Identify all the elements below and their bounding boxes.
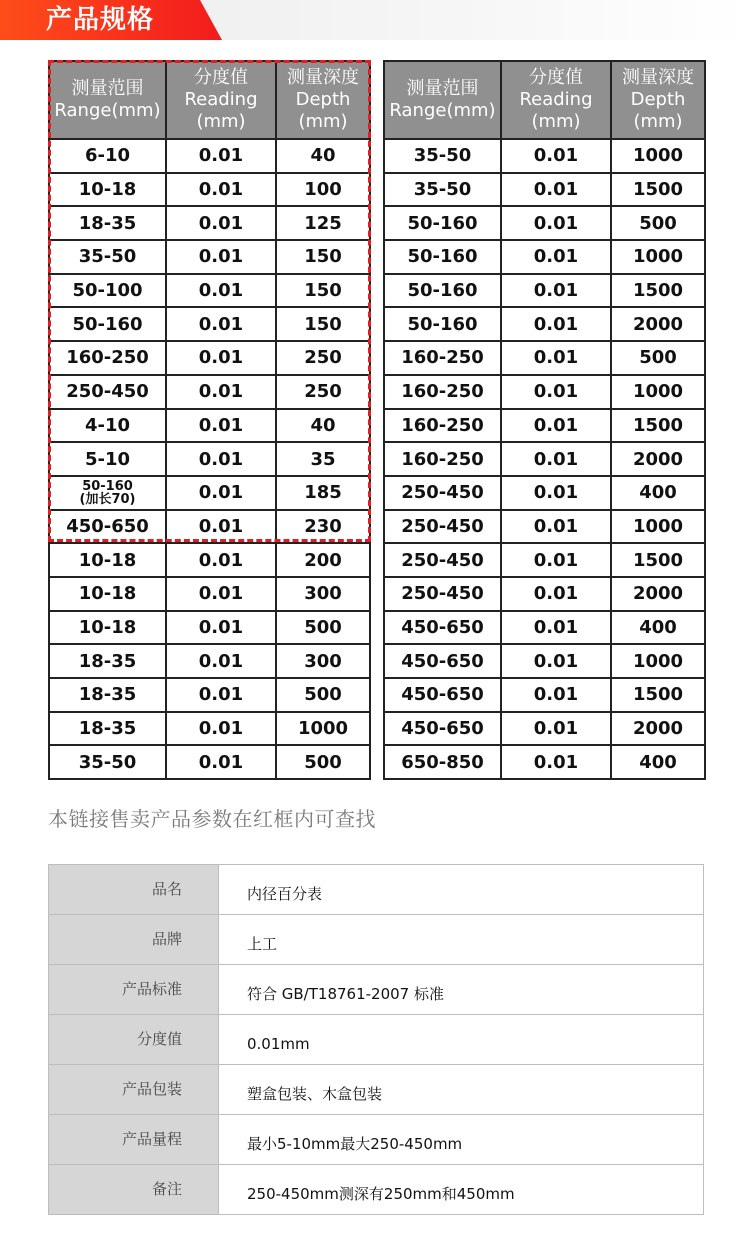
info-label: 产品包装 [49, 1065, 219, 1115]
info-row [49, 915, 704, 965]
cell-depth: 400 [611, 611, 705, 645]
cell-range: 18-35 [49, 712, 166, 746]
cell-range: 50-160 (加长70) [49, 476, 166, 510]
product-info-table [48, 864, 704, 1215]
cell-depth: 300 [276, 577, 370, 611]
cell-reading: 0.01 [501, 442, 611, 476]
cell-reading: 0.01 [501, 712, 611, 746]
cell-depth: 230 [276, 510, 370, 544]
cell-reading: 0.01 [166, 678, 276, 712]
cell-range: 50-160 [49, 307, 166, 341]
cell-depth: 40 [276, 409, 370, 443]
table-row [49, 476, 370, 510]
cell-reading: 0.01 [166, 510, 276, 544]
table-row [384, 341, 705, 375]
table-row [49, 577, 370, 611]
cell-reading: 0.01 [501, 476, 611, 510]
table-row [384, 543, 705, 577]
table-row [49, 240, 370, 274]
table-row [384, 206, 705, 240]
table-row [384, 678, 705, 712]
table-row [49, 442, 370, 476]
cell-range: 450-650 [384, 712, 501, 746]
cell-range: 160-250 [384, 442, 501, 476]
info-label: 备注 [49, 1165, 219, 1215]
info-value: 上工 [219, 915, 704, 965]
spec-table-left [48, 60, 371, 780]
cell-depth: 250 [276, 375, 370, 409]
header-range-cn: 测量范围 [406, 78, 479, 99]
cell-depth: 1000 [611, 510, 705, 544]
header-reading [501, 61, 611, 139]
table-row [384, 173, 705, 207]
cell-depth: 250 [276, 341, 370, 375]
cell-depth: 185 [276, 476, 370, 510]
cell-reading: 0.01 [166, 206, 276, 240]
table-row [384, 139, 705, 173]
cell-depth: 500 [611, 341, 705, 375]
table-row [384, 375, 705, 409]
table-row [49, 375, 370, 409]
header-reading-unit: (mm) [531, 111, 581, 132]
cell-range: 160-250 [384, 341, 501, 375]
cell-depth: 125 [276, 206, 370, 240]
table-row [384, 577, 705, 611]
cell-depth: 100 [276, 173, 370, 207]
cell-reading: 0.01 [166, 139, 276, 173]
cell-reading: 0.01 [166, 442, 276, 476]
cell-reading: 0.01 [166, 341, 276, 375]
cell-depth: 35 [276, 442, 370, 476]
table-row [49, 543, 370, 577]
cell-reading: 0.01 [166, 173, 276, 207]
cell-range: 18-35 [49, 644, 166, 678]
cell-reading: 0.01 [501, 240, 611, 274]
cell-range: 160-250 [384, 375, 501, 409]
cell-reading: 0.01 [166, 274, 276, 308]
cell-reading: 0.01 [501, 409, 611, 443]
cell-reading: 0.01 [501, 611, 611, 645]
header-range [49, 61, 166, 139]
table-row [384, 274, 705, 308]
cell-reading: 0.01 [501, 206, 611, 240]
info-label: 品牌 [49, 915, 219, 965]
cell-depth: 1000 [276, 712, 370, 746]
cell-depth: 1000 [611, 240, 705, 274]
cell-reading: 0.01 [166, 543, 276, 577]
header-depth [611, 61, 705, 139]
table-row [49, 745, 370, 779]
frame-note: 本链接售卖产品参数在红框内可查找 [48, 807, 376, 831]
spec-header-row [49, 61, 370, 139]
cell-reading: 0.01 [166, 745, 276, 779]
cell-range: 5-10 [49, 442, 166, 476]
info-row [49, 1015, 704, 1065]
info-row [49, 865, 704, 915]
cell-depth: 1500 [611, 678, 705, 712]
header-depth-en: Depth [630, 89, 686, 110]
cell-range: 250-450 [384, 510, 501, 544]
table-row [49, 274, 370, 308]
cell-reading: 0.01 [501, 543, 611, 577]
cell-depth: 500 [276, 611, 370, 645]
cell-reading: 0.01 [501, 375, 611, 409]
cell-range: 10-18 [49, 543, 166, 577]
info-row [49, 965, 704, 1015]
spec-table-right [383, 60, 706, 780]
cell-reading: 0.01 [501, 307, 611, 341]
info-label: 产品量程 [49, 1115, 219, 1165]
header-range-en: Range(mm) [389, 100, 496, 121]
table-row [49, 644, 370, 678]
cell-range: 50-100 [49, 274, 166, 308]
cell-reading: 0.01 [501, 644, 611, 678]
cell-range: 250-450 [384, 577, 501, 611]
cell-range: 10-18 [49, 173, 166, 207]
cell-reading: 0.01 [166, 577, 276, 611]
header-reading-cn: 分度值 [194, 67, 248, 88]
cell-depth: 1000 [611, 375, 705, 409]
header-depth [276, 61, 370, 139]
cell-range: 250-450 [384, 543, 501, 577]
table-row [49, 510, 370, 544]
header-range-en: Range(mm) [54, 100, 161, 121]
section-title: 产品规格 [46, 5, 155, 35]
header-reading-en: Reading [519, 89, 593, 110]
cell-depth: 200 [276, 543, 370, 577]
cell-reading: 0.01 [166, 611, 276, 645]
cell-range: 450-650 [384, 611, 501, 645]
info-value: 塑盒包装、木盒包装 [219, 1065, 704, 1115]
cell-depth: 500 [611, 206, 705, 240]
cell-reading: 0.01 [501, 139, 611, 173]
table-row [49, 307, 370, 341]
header-depth-unit: (mm) [633, 111, 683, 132]
cell-reading: 0.01 [166, 712, 276, 746]
cell-reading: 0.01 [501, 510, 611, 544]
cell-range: 18-35 [49, 206, 166, 240]
cell-range: 650-850 [384, 745, 501, 779]
cell-reading: 0.01 [501, 678, 611, 712]
info-label: 分度值 [49, 1015, 219, 1065]
cell-reading: 0.01 [166, 409, 276, 443]
cell-range: 50-160 [384, 240, 501, 274]
cell-reading: 0.01 [501, 341, 611, 375]
table-row [384, 712, 705, 746]
cell-range: 4-10 [49, 409, 166, 443]
header-depth-cn: 测量深度 [622, 67, 694, 88]
cell-depth: 500 [276, 745, 370, 779]
cell-depth: 1500 [611, 543, 705, 577]
table-row [49, 409, 370, 443]
info-value: 250-450mm测深有250mm和450mm [219, 1165, 704, 1215]
cell-reading: 0.01 [166, 476, 276, 510]
info-row [49, 1065, 704, 1115]
cell-depth: 1500 [611, 173, 705, 207]
table-row [384, 510, 705, 544]
table-row [384, 409, 705, 443]
cell-range: 250-450 [384, 476, 501, 510]
cell-depth: 1000 [611, 644, 705, 678]
table-row [384, 307, 705, 341]
cell-depth: 1500 [611, 274, 705, 308]
header-depth-unit: (mm) [298, 111, 348, 132]
cell-range: 50-160 [384, 206, 501, 240]
info-value: 最小5-10mm最大250-450mm [219, 1115, 704, 1165]
cell-depth: 400 [611, 476, 705, 510]
info-row [49, 1165, 704, 1215]
cell-depth: 2000 [611, 712, 705, 746]
cell-depth: 2000 [611, 307, 705, 341]
cell-depth: 400 [611, 745, 705, 779]
table-row [384, 745, 705, 779]
cell-reading: 0.01 [501, 577, 611, 611]
cell-depth: 150 [276, 274, 370, 308]
info-row [49, 1115, 704, 1165]
cell-reading: 0.01 [501, 173, 611, 207]
info-value: 内径百分表 [219, 865, 704, 915]
table-row [384, 240, 705, 274]
cell-range: 450-650 [384, 644, 501, 678]
cell-range: 160-250 [49, 341, 166, 375]
table-row [49, 206, 370, 240]
cell-reading: 0.01 [166, 644, 276, 678]
cell-depth: 500 [276, 678, 370, 712]
table-row [384, 442, 705, 476]
info-label: 品名 [49, 865, 219, 915]
info-value: 0.01mm [219, 1015, 704, 1065]
cell-range: 10-18 [49, 577, 166, 611]
cell-reading: 0.01 [501, 745, 611, 779]
spec-header-row [384, 61, 705, 139]
cell-range: 450-650 [49, 510, 166, 544]
cell-range: 35-50 [49, 240, 166, 274]
cell-range: 160-250 [384, 409, 501, 443]
cell-depth: 2000 [611, 442, 705, 476]
cell-range: 35-50 [49, 745, 166, 779]
table-row [49, 173, 370, 207]
table-row [384, 611, 705, 645]
cell-range: 18-35 [49, 678, 166, 712]
header-reading-unit: (mm) [196, 111, 246, 132]
table-row [49, 341, 370, 375]
table-row [49, 139, 370, 173]
header-reading-cn: 分度值 [529, 67, 583, 88]
header-reading [166, 61, 276, 139]
table-row [384, 644, 705, 678]
table-row [49, 611, 370, 645]
cell-depth: 1000 [611, 139, 705, 173]
cell-depth: 150 [276, 240, 370, 274]
header-reading-en: Reading [184, 89, 258, 110]
cell-depth: 1500 [611, 409, 705, 443]
cell-depth: 150 [276, 307, 370, 341]
cell-depth: 40 [276, 139, 370, 173]
header-depth-en: Depth [295, 89, 351, 110]
cell-range: 10-18 [49, 611, 166, 645]
cell-range: 450-650 [384, 678, 501, 712]
table-row [384, 476, 705, 510]
table-row [49, 712, 370, 746]
header-range-cn: 测量范围 [71, 78, 144, 99]
cell-range: 6-10 [49, 139, 166, 173]
cell-depth: 300 [276, 644, 370, 678]
table-row [49, 678, 370, 712]
cell-reading: 0.01 [166, 240, 276, 274]
cell-range: 50-160 [384, 307, 501, 341]
section-header [0, 0, 750, 40]
cell-reading: 0.01 [166, 375, 276, 409]
header-depth-cn: 测量深度 [287, 67, 359, 88]
cell-range: 50-160 [384, 274, 501, 308]
cell-reading: 0.01 [166, 307, 276, 341]
cell-depth: 2000 [611, 577, 705, 611]
info-label: 产品标准 [49, 965, 219, 1015]
header-range [384, 61, 501, 139]
cell-range: 250-450 [49, 375, 166, 409]
info-value: 符合 GB/T18761-2007 标准 [219, 965, 704, 1015]
cell-range: 35-50 [384, 139, 501, 173]
cell-reading: 0.01 [501, 274, 611, 308]
cell-range: 35-50 [384, 173, 501, 207]
